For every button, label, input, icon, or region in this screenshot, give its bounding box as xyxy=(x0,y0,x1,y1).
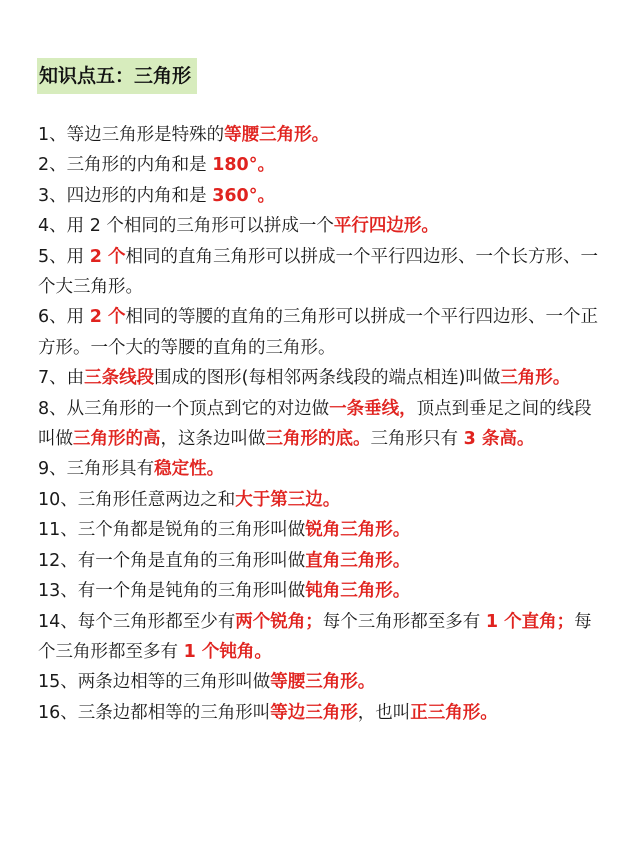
highlighted-term: 三角形的底。 xyxy=(265,429,371,450)
highlighted-term: 三条线段 xyxy=(84,368,155,389)
item-text: 相同的直角三角形可以拼成一个平行四边形、一个长方形、一个大三角形。 xyxy=(38,246,598,298)
item-text: 每个三角形都至多有 xyxy=(38,611,592,662)
highlighted-term: 大于第三边。 xyxy=(235,489,341,510)
highlighted-term: 三角形。 xyxy=(500,368,571,389)
item-text: 7、由 xyxy=(38,368,85,389)
highlighted-term: 一条垂线， xyxy=(329,398,417,419)
item-text: 12、有一个角是直角的三角形叫做 xyxy=(38,550,306,571)
highlighted-term: 正三角形。 xyxy=(410,702,498,723)
item-text: 围成的图形(每相邻两条线段的端点相连)叫做 xyxy=(154,368,501,389)
item-text: 5、用 xyxy=(38,246,90,267)
item-text: 3、四边形的内角和是 xyxy=(38,185,213,206)
highlighted-term: 等边三角形 xyxy=(270,702,358,723)
item-text: 13、有一个角是钝角的三角形叫做 xyxy=(38,581,306,602)
highlighted-term: 锐角三角形。 xyxy=(305,520,411,541)
item-text: 14、每个三角形都至少有 xyxy=(38,611,236,632)
item-text: ，也叫 xyxy=(357,702,411,723)
list-item xyxy=(38,515,608,545)
highlighted-term: 3 条高。 xyxy=(463,429,535,450)
highlighted-term: 2 个 xyxy=(89,307,126,328)
item-text: 9、三角形具有 xyxy=(38,459,155,480)
highlighted-term: 等腰三角形。 xyxy=(224,125,330,145)
item-text: 1、等边三角形是特殊的 xyxy=(38,125,225,145)
list-item xyxy=(38,607,608,668)
list-item xyxy=(38,363,608,393)
highlighted-term: 稳定性。 xyxy=(154,459,225,480)
highlighted-term: 1 个直角； xyxy=(485,611,575,632)
list-item xyxy=(38,150,608,180)
highlighted-term: 直角三角形。 xyxy=(305,550,411,571)
item-text: 10、三角形任意两边之和 xyxy=(38,489,236,510)
item-text: 三角形只有 xyxy=(370,429,464,450)
item-text: 顶点到垂足之间的线段叫做 xyxy=(38,398,592,450)
highlighted-term: 1 个钝角。 xyxy=(183,641,272,662)
highlighted-term: 2 个 xyxy=(89,246,126,267)
list-item xyxy=(38,242,608,303)
list-item xyxy=(38,302,608,363)
list-item xyxy=(38,667,608,697)
item-text: 15、两条边相等的三角形叫做 xyxy=(38,672,271,693)
list-item xyxy=(38,485,608,515)
item-text: 相同的等腰的直角的三角形可以拼成一个平行四边形、一个正方形。一个大的等腰的直角的三角形。 xyxy=(38,307,598,358)
item-text: 11、三个角都是锐角的三角形叫做 xyxy=(38,520,306,541)
list-item xyxy=(38,211,608,241)
list-item xyxy=(38,576,608,606)
item-text: 每个三角形都至多有 xyxy=(322,611,486,632)
list-item xyxy=(38,698,608,728)
item-text: 16、三条边都相等的三角形叫 xyxy=(38,702,271,723)
highlighted-term: 钝角三角形。 xyxy=(305,581,411,602)
list-item xyxy=(38,394,608,455)
item-text: 2、三角形的内角和是 xyxy=(38,155,213,176)
knowledge-point-list xyxy=(38,120,608,728)
section-title: 知识点五：三角形 xyxy=(37,58,197,94)
highlighted-term: 360°。 xyxy=(212,185,275,206)
item-text: ，这条边叫做 xyxy=(160,429,266,450)
item-text: 6、用 xyxy=(38,307,90,328)
list-item xyxy=(38,181,608,211)
item-text: 4、用 2 个相同的三角形可以拼成一个 xyxy=(38,216,334,237)
highlighted-term: 平行四边形。 xyxy=(333,216,439,237)
highlighted-term: 等腰三角形。 xyxy=(270,672,376,693)
item-text: 8、从三角形的一个顶点到它的对边做 xyxy=(38,398,330,419)
highlighted-term: 三角形的高 xyxy=(73,429,161,450)
highlighted-term: 180°。 xyxy=(212,155,275,176)
highlighted-term: 两个锐角； xyxy=(235,611,323,632)
list-item xyxy=(38,454,608,484)
list-item xyxy=(38,120,608,150)
list-item xyxy=(38,546,608,576)
